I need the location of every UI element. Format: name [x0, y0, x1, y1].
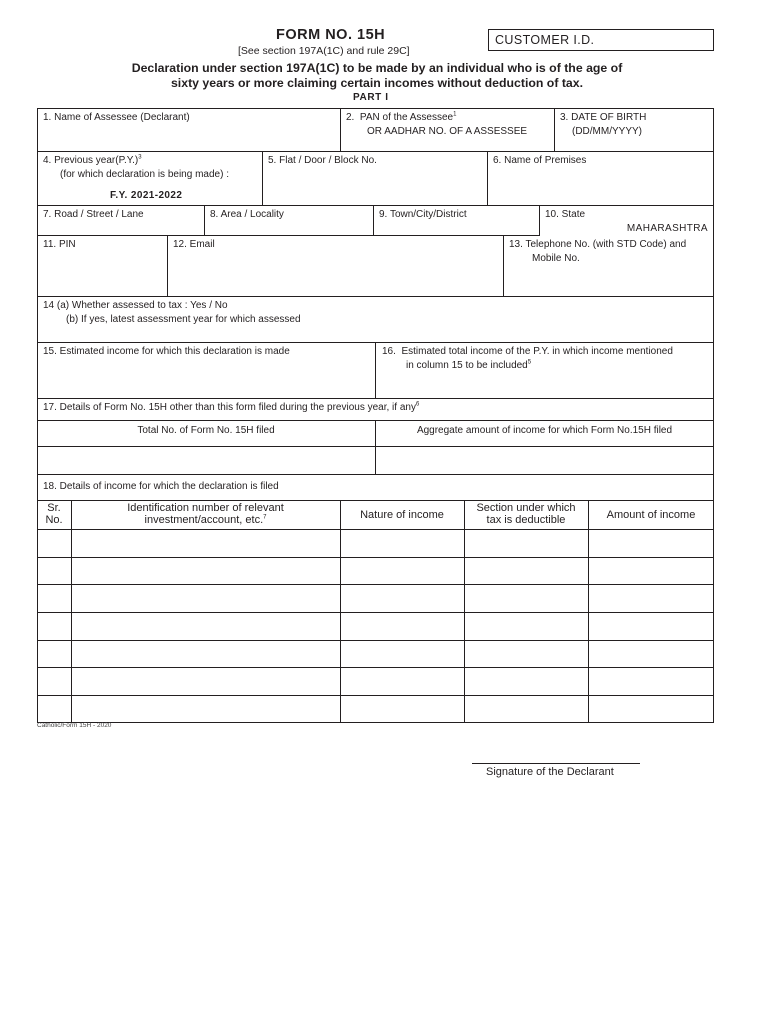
table-row[interactable] [38, 668, 713, 694]
field-18-label: 18. Details of income for which the declaration is filed [43, 481, 279, 492]
divider-col-8-9 [373, 205, 374, 235]
divider-col-7-8 [204, 205, 205, 235]
table-row[interactable] [38, 558, 713, 583]
field-3-format: (DD/MM/YYYY) [572, 126, 642, 137]
field-previous-year[interactable] [43, 154, 261, 203]
customer-id-label: CUSTOMER I.D. [495, 33, 595, 47]
field-6-label: 6. Name of Premises [493, 155, 587, 166]
col-identification-line-1: Identification number of relevant [127, 502, 284, 514]
col-nature-label: Nature of income [360, 508, 444, 521]
footnote-7: 7 [263, 514, 267, 521]
divider-col-11-12 [167, 235, 168, 296]
field-4-label-line-2: (for which declaration is being made) : [60, 169, 229, 180]
field-road-street-lane[interactable] [43, 208, 144, 222]
field-16-label: Estimated total income of the P.Y. in which income mentioned [401, 346, 673, 357]
col-amount-of-income [588, 500, 714, 529]
field-state[interactable] [545, 208, 708, 236]
divider-col-12-13 [503, 235, 504, 296]
footnote-6: 6 [415, 401, 420, 408]
table-row[interactable] [38, 585, 713, 611]
col-amount-label: Amount of income [606, 508, 696, 521]
input-total-forms-filed[interactable] [38, 447, 374, 473]
field-telephone[interactable] [509, 238, 686, 266]
divider-row-4 [37, 296, 714, 297]
col-sr-no [37, 500, 71, 527]
form-title: FORM NO. 15H [276, 27, 386, 43]
field-10-label: 10. State [545, 209, 586, 220]
field-15-label: 15. Estimated income for which this declaration is made [43, 346, 290, 357]
divider-row-3 [37, 235, 540, 236]
field-11-label: 11. PIN [43, 239, 76, 250]
field-14-question-b: (b) If yes, latest assessment year for which assessed [66, 314, 301, 325]
col-identification-number [71, 500, 340, 527]
table-row[interactable] [38, 530, 713, 556]
field-9-label: 9. Town/City/District [379, 209, 467, 220]
field-8-label: 8. Area / Locality [210, 209, 284, 220]
table-row[interactable] [38, 641, 713, 666]
field-town-city-district[interactable] [379, 208, 467, 222]
field-area-locality[interactable] [210, 208, 284, 222]
col-section-line-2: tax is deductible [486, 514, 566, 526]
declaration-heading [40, 61, 714, 91]
field-date-of-birth[interactable] [560, 111, 646, 139]
footnote-3: 3 [138, 154, 142, 161]
footnote-1: 1 [453, 111, 457, 118]
col-identification-line-2: investment/account, etc. [144, 514, 264, 526]
col-total-forms-filed [37, 424, 375, 438]
field-flat-door-block[interactable] [268, 154, 377, 168]
field-pin[interactable] [43, 238, 76, 252]
field-12-label: 12. Email [173, 239, 215, 250]
section-reference: [See section 197A(1C) and rule 29C] [238, 45, 410, 57]
divider-col-15-16 [375, 342, 376, 398]
field-assessed-to-tax[interactable] [43, 299, 301, 327]
field-2-number: 2. [346, 112, 355, 123]
divider-row-9 [37, 474, 714, 475]
field-7-label: 7. Road / Street / Lane [43, 209, 144, 220]
field-4-value: F.Y. 2021-2022 [110, 190, 183, 201]
field-name-of-premises[interactable] [493, 154, 586, 168]
declaration-line-2: sixty years or more claiming certain incomes without deduction of tax. [170, 76, 584, 90]
field-5-label: 5. Flat / Door / Block No. [268, 155, 377, 166]
field-4-label: 4. Previous year(P.Y.) [43, 155, 139, 166]
field-16-label-line-2: in column 15 to be included [406, 360, 528, 371]
field-13-label-line-2: Mobile No. [532, 253, 580, 264]
field-2-label: PAN of the Assessee [359, 112, 454, 123]
field-3-label: 3. DATE OF BIRTH [560, 112, 647, 123]
table-row[interactable] [38, 613, 713, 639]
field-14-question-a: 14 (a) Whether assessed to tax : Yes / No [43, 300, 228, 311]
field-1-label: 1. Name of Assessee (Declarant) [43, 112, 190, 123]
field-10-value: MAHARASHTRA [626, 223, 708, 234]
divider-col-4-5 [262, 151, 263, 205]
divider-col-9-10 [539, 205, 540, 235]
col-sr-no-line-1: Sr. [47, 502, 61, 514]
section-17-heading [43, 401, 419, 415]
field-13-label: 13. Telephone No. (with STD Code) and [509, 239, 687, 250]
col-nature-of-income [340, 500, 464, 529]
field-estimated-income[interactable] [43, 345, 290, 359]
divider-row-2 [37, 205, 714, 206]
divider-col-5-6 [487, 151, 488, 205]
field-17-col-2-label: Aggregate amount of income for which Form No.15H filed [416, 425, 673, 436]
table-row[interactable] [38, 696, 713, 722]
declaration-line-1: Declaration under section 197A(1C) to be made by an individual who is of the age of [131, 61, 623, 75]
field-17-col-1-label: Total No. of Form No. 15H filed [137, 425, 275, 436]
part-label: PART I [353, 92, 389, 103]
col-section-deductible [464, 500, 588, 527]
divider-col-1-2 [340, 108, 341, 151]
signature-line [472, 763, 640, 764]
customer-id-box[interactable] [488, 29, 714, 51]
form-footnote: Catholic/Form 15H - 2020 [37, 722, 112, 729]
section-18-heading [43, 480, 279, 494]
divider-col-2-3 [554, 108, 555, 151]
field-pan[interactable] [346, 111, 527, 139]
input-aggregate-amount[interactable] [376, 447, 713, 473]
col-aggregate-amount [375, 424, 714, 438]
field-16-number: 16. [382, 346, 396, 357]
col-sr-no-line-2: No. [45, 514, 63, 526]
divider-row-6 [37, 398, 714, 399]
col-section-line-1: Section under which [476, 502, 576, 514]
footnote-5: 5 [527, 359, 532, 366]
field-email[interactable] [173, 238, 215, 252]
field-name-of-assessee[interactable] [43, 111, 190, 125]
divider-row-1 [37, 151, 714, 152]
field-17-label: 17. Details of Form No. 15H other than this form filed during the previous year, if any [43, 402, 416, 413]
field-2-label-line-2: OR AADHAR NO. OF A ASSESSEE [367, 126, 528, 137]
signature-label: Signature of the Declarant [486, 766, 614, 778]
field-estimated-total-income[interactable] [382, 345, 673, 373]
